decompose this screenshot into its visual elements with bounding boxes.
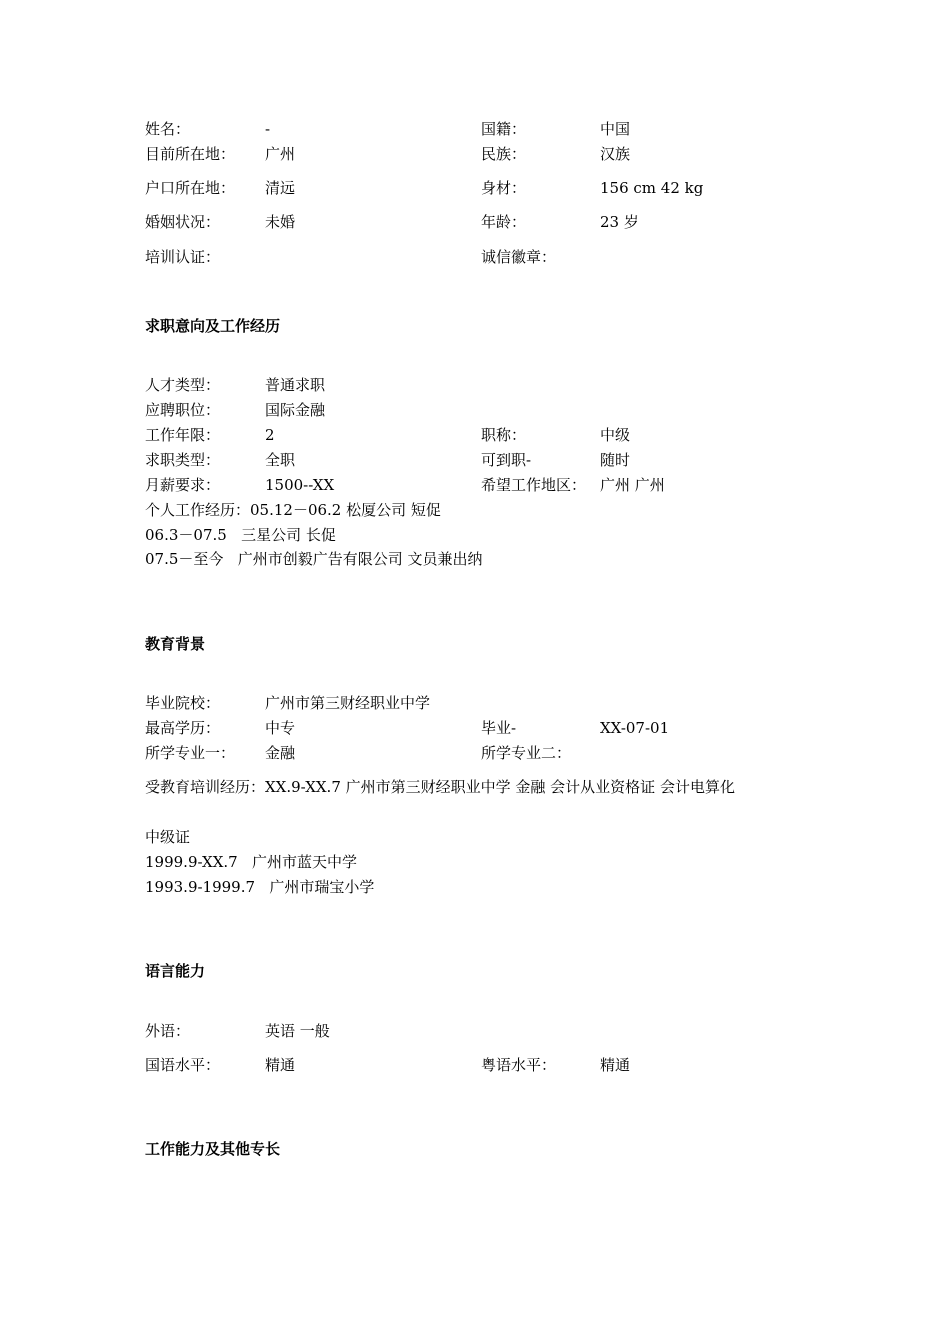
personal-row-name (0, 117, 950, 141)
field-label: 粤语水平： (481, 1056, 557, 1074)
field-label: 应聘职位： (145, 401, 221, 419)
field-label: 目前所在地： (145, 145, 236, 163)
section-heading-language: 语言能力 (145, 962, 206, 980)
section-heading-job: 求职意向及工作经历 (145, 317, 281, 335)
personal-row-certification (0, 245, 950, 269)
field-value: 广州 (265, 145, 296, 163)
section-heading-skills: 工作能力及其他专长 (145, 1140, 281, 1158)
field-label: 所学专业一： (145, 744, 236, 762)
field-label: 月薪要求： (145, 476, 221, 494)
field-value: 2 (265, 426, 275, 444)
field-value: 汉族 (600, 145, 631, 163)
field-label: 最高学历： (145, 719, 221, 737)
field-value: 随时 (600, 451, 631, 469)
section-heading-education: 教育背景 (145, 635, 206, 653)
experience-line: 06.3－07.5 三星公司 长促 (145, 526, 336, 544)
job-row-type (0, 373, 950, 397)
education-line: 1999.9-XX.7 广州市蓝天中学 (145, 853, 357, 871)
field-value: - (265, 120, 271, 138)
education-row-school (0, 691, 950, 715)
personal-row-hukou (0, 176, 950, 200)
experience-line: 07.5－至今 广州市创毅广告有限公司 文员兼出纳 (145, 550, 483, 568)
personal-row-marital (0, 210, 950, 234)
personal-row-location (0, 142, 950, 166)
training-history: 受教育培训经历：XX.9-XX.7 广州市第三财经职业中学 金融 会计从业资格证 会计电算化 (145, 778, 735, 796)
field-value: 广州市第三财经职业中学 (265, 694, 431, 712)
field-label: 培训认证： (145, 248, 221, 266)
field-value: 全职 (265, 451, 296, 469)
field-label: 所学专业二： (481, 744, 572, 762)
field-label: 国籍： (481, 120, 527, 138)
education-row-major (0, 741, 950, 765)
field-label: 婚姻状况： (145, 213, 221, 231)
language-row-dialects (0, 1053, 950, 1077)
field-value: 23 岁 (600, 213, 639, 231)
education-line: 1993.9-1999.7 广州市瑞宝小学 (145, 878, 375, 896)
field-value: 清远 (265, 179, 296, 197)
field-value: 中级 (600, 426, 631, 444)
field-value: XX-07-01 (600, 719, 670, 737)
field-label: 国语水平： (145, 1056, 221, 1074)
field-value: 英语 一般 (265, 1022, 330, 1040)
field-value: 广州 广州 (600, 476, 665, 494)
field-label: 身材： (481, 179, 527, 197)
field-label: 希望工作地区： (481, 476, 587, 494)
job-row-salary (0, 473, 950, 497)
field-label: 年龄： (481, 213, 527, 231)
field-value: 精通 (265, 1056, 296, 1074)
field-label: 职称： (481, 426, 527, 444)
field-label: 民族： (481, 145, 527, 163)
field-value: 中国 (600, 120, 631, 138)
field-label: 毕业- (481, 719, 517, 737)
field-value: 未婚 (265, 213, 296, 231)
field-label: 外语： (145, 1022, 191, 1040)
field-value: 精通 (600, 1056, 631, 1074)
field-value: 国际金融 (265, 401, 326, 419)
field-label: 户口所在地： (145, 179, 236, 197)
education-line: 中级证 (145, 828, 191, 846)
field-label: 工作年限： (145, 426, 221, 444)
field-label: 求职类型： (145, 451, 221, 469)
field-label: 毕业院校： (145, 694, 221, 712)
field-label: 诚信徽章： (481, 248, 557, 266)
job-row-position (0, 398, 950, 422)
experience-line: 个人工作经历：05.12－06.2 松厦公司 短促 (145, 501, 441, 519)
job-row-kind (0, 448, 950, 472)
field-value: 普通求职 (265, 376, 326, 394)
field-label: 可到职- (481, 451, 532, 469)
field-value: 156 cm 42 kg (600, 179, 704, 197)
field-label: 姓名： (145, 120, 191, 138)
education-row-degree (0, 716, 950, 740)
field-value: 1500--XX (265, 476, 335, 494)
field-value: 金融 (265, 744, 296, 762)
field-value: 中专 (265, 719, 296, 737)
language-row-foreign (0, 1019, 950, 1043)
job-row-years (0, 423, 950, 447)
field-label: 人才类型： (145, 376, 221, 394)
